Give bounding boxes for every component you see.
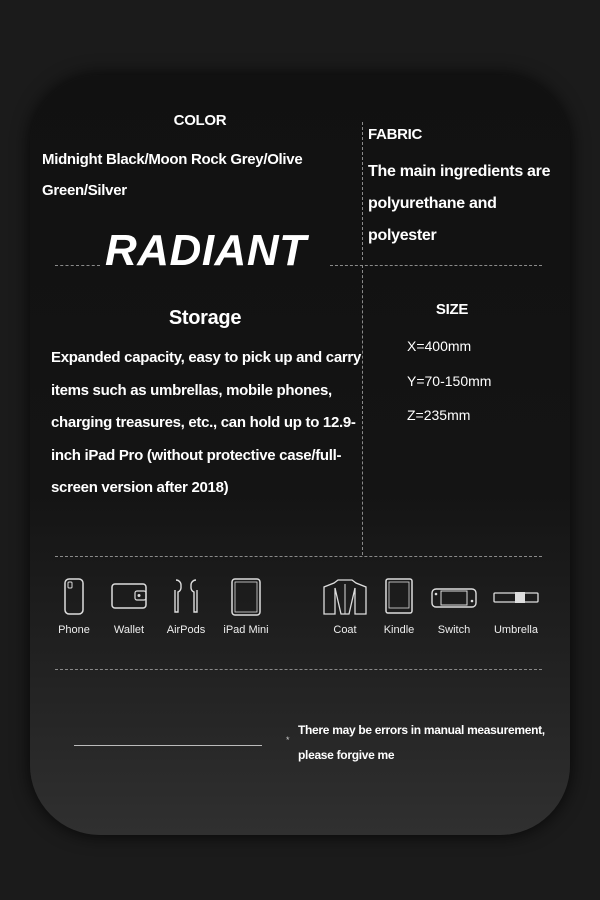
coat-icon bbox=[323, 578, 367, 616]
item-switch bbox=[428, 578, 480, 636]
signature-line bbox=[74, 745, 262, 746]
size-y: Y=70-150mm bbox=[407, 373, 492, 389]
color-label: COLOR bbox=[173, 112, 227, 129]
ipad-mini-icon bbox=[231, 578, 261, 616]
item-phone bbox=[50, 578, 98, 636]
divider-items-bottom bbox=[55, 669, 542, 670]
item-label: Phone bbox=[58, 624, 90, 636]
storage-description: Expanded capacity, easy to pick up and carry items such as umbrellas, mobile phones, charging treasures, etc., can hold up to 12.9-inch iPad Pro (without protective case/full-screen version after 2018) bbox=[51, 349, 361, 496]
item-umbrella bbox=[488, 578, 544, 636]
item-label: AirPods bbox=[166, 624, 206, 636]
item-kindle bbox=[378, 578, 420, 636]
wallet-icon bbox=[111, 578, 147, 616]
storage-title: Storage bbox=[168, 307, 242, 329]
color-value: Midnight Black/Moon Rock Grey/Olive Green/Silver bbox=[42, 151, 303, 199]
measurement-note: There may be errors in manual measurement, please forgive me bbox=[298, 723, 545, 762]
fabric-label: FABRIC bbox=[368, 126, 423, 143]
airpods-icon bbox=[170, 578, 202, 616]
divider-storage-bottom bbox=[55, 556, 542, 557]
size-x: X=400mm bbox=[407, 338, 472, 354]
item-label: Wallet bbox=[113, 624, 145, 636]
phone-icon bbox=[63, 578, 85, 616]
size-title: SIZE bbox=[435, 301, 469, 318]
item-label: Coat bbox=[333, 624, 357, 636]
item-ipad-mini bbox=[216, 578, 276, 636]
size-z: Z=235mm bbox=[407, 407, 471, 423]
vertical-divider-top bbox=[362, 122, 363, 260]
kindle-icon bbox=[385, 578, 413, 616]
item-label: Umbrella bbox=[493, 624, 538, 636]
item-airpods bbox=[160, 578, 212, 636]
umbrella-icon bbox=[493, 578, 539, 616]
fabric-value: The main ingredients are polyurethane and polyester bbox=[368, 163, 551, 244]
note-marker: * bbox=[286, 735, 290, 745]
item-label: iPad Mini bbox=[223, 624, 269, 636]
item-coat bbox=[320, 578, 370, 636]
item-label: Switch bbox=[437, 624, 471, 636]
divider-left-short bbox=[55, 265, 100, 266]
item-label: Kindle bbox=[383, 624, 415, 636]
switch-icon bbox=[431, 578, 477, 616]
brand-title: RADIANT bbox=[105, 226, 307, 275]
item-wallet bbox=[105, 578, 153, 636]
